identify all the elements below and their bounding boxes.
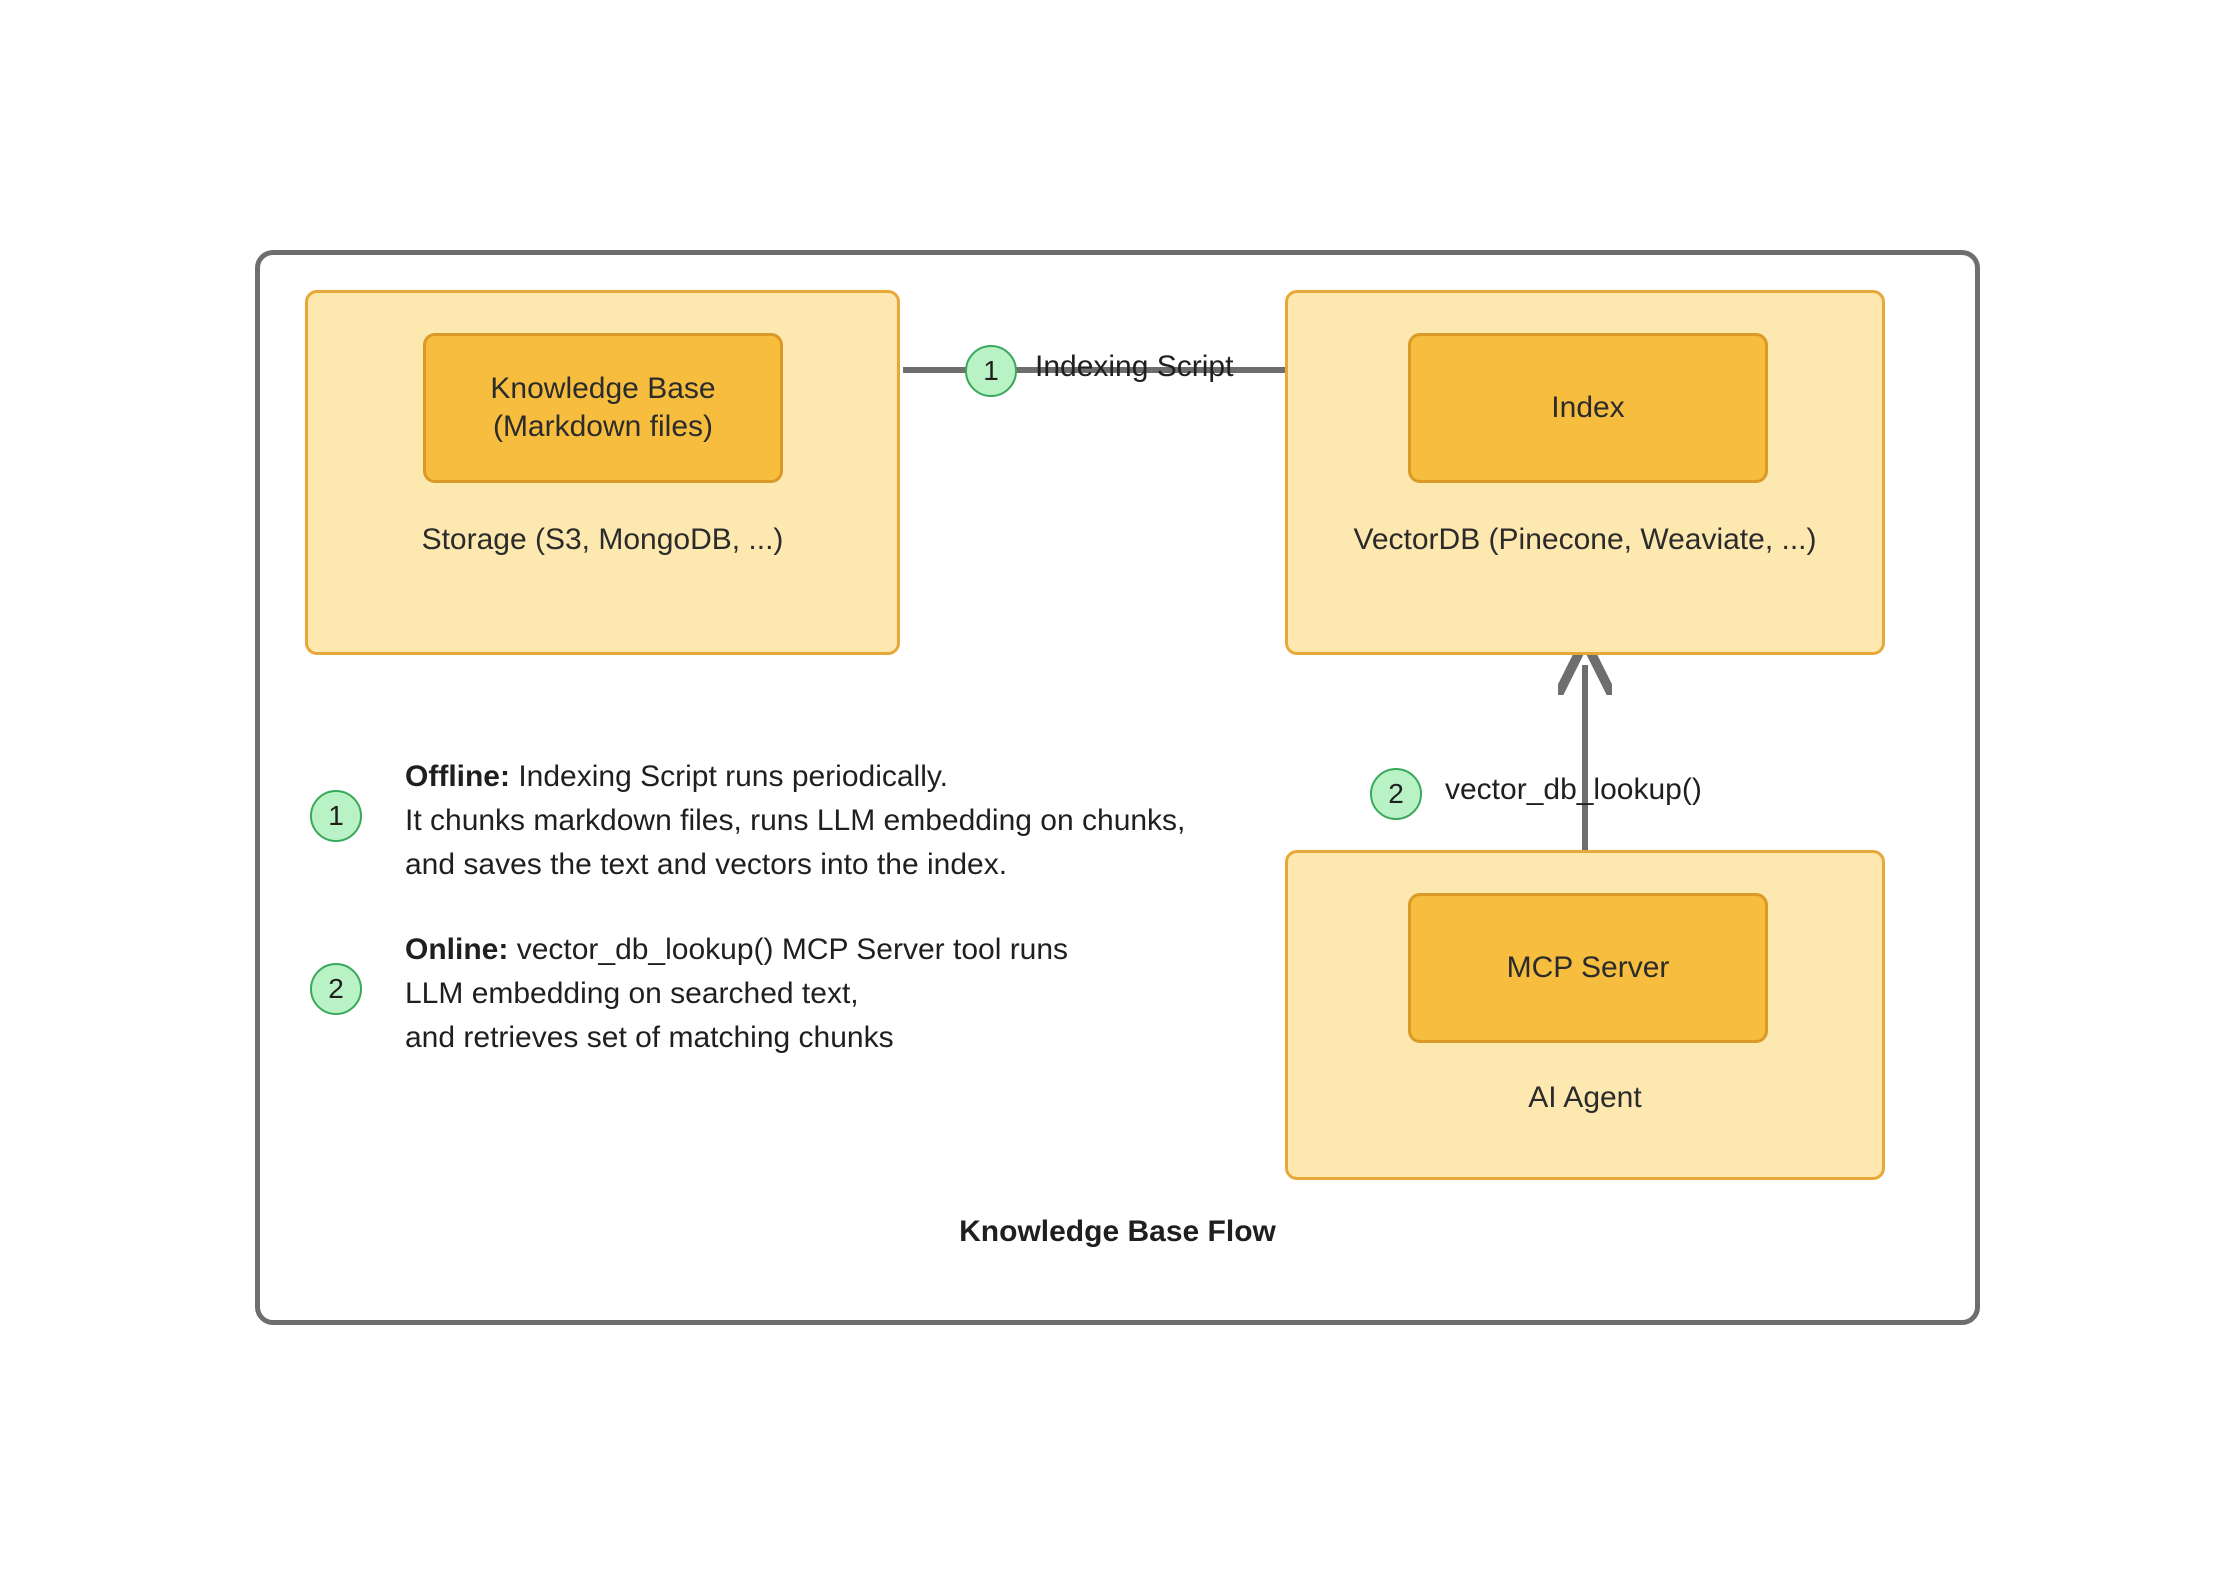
group-storage xyxy=(305,290,900,655)
badge-step-1-arrow: 1 xyxy=(965,345,1017,397)
legend-online-line1: vector_db_lookup() MCP Server tool runs xyxy=(516,933,1069,967)
legend-badge-1: 1 xyxy=(310,790,362,842)
legend-item-online xyxy=(310,928,1260,1059)
group-vectordb-label: VectorDB (Pinecone, Weaviate, ...) xyxy=(1353,523,1817,556)
legend-online-line2: LLM embedding on searched text, xyxy=(405,977,859,1011)
node-knowledge-base-line2: (Markdown files) xyxy=(492,410,714,443)
legend-title-offline: Offline: xyxy=(405,760,510,793)
node-index[interactable]: Index xyxy=(1408,333,1768,483)
node-mcp-server[interactable]: MCP Server xyxy=(1408,893,1768,1043)
legend xyxy=(310,755,1260,1102)
group-ai-agent-label: AI Agent xyxy=(1528,1081,1642,1114)
diagram-caption: Knowledge Base Flow xyxy=(959,1215,1276,1248)
legend-badge-2: 2 xyxy=(310,963,362,1015)
legend-item-offline xyxy=(310,755,1260,886)
diagram-frame xyxy=(255,250,1980,1325)
arrow-label-vector-db-lookup: vector_db_lookup() xyxy=(1445,773,1702,806)
legend-offline-line3: and saves the text and vectors into the index. xyxy=(405,847,1008,881)
arrow-label-indexing-script: Indexing Script xyxy=(1035,350,1234,383)
group-ai-agent xyxy=(1285,850,1885,1180)
node-knowledge-base[interactable] xyxy=(423,333,783,483)
legend-offline-line2: It chunks markdown files, runs LLM embedding on chunks, xyxy=(405,803,1186,837)
legend-text-online xyxy=(405,928,1260,1059)
legend-text-offline xyxy=(405,755,1260,886)
legend-title-online: Online: xyxy=(405,933,509,967)
legend-offline-line1: Indexing Script runs periodically. xyxy=(518,760,948,793)
badge-step-2-arrow: 2 xyxy=(1370,768,1422,820)
group-vectordb xyxy=(1285,290,1885,655)
legend-online-line3: and retrieves set of matching chunks xyxy=(405,1020,894,1054)
group-storage-label: Storage (S3, MongoDB, ...) xyxy=(421,523,784,556)
node-knowledge-base-line1: Knowledge Base xyxy=(490,371,716,405)
